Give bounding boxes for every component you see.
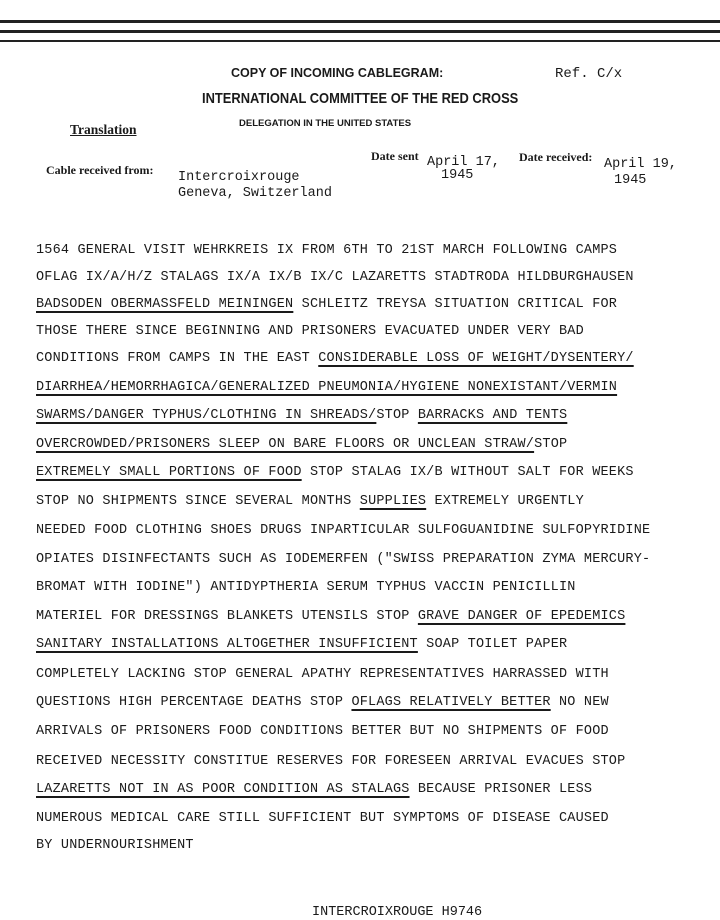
underlined-text-segment: LAZARETTS NOT IN AS POOR CONDITION AS STALAGS	[36, 782, 410, 797]
organization-name: INTERNATIONAL COMMITTEE OF THE RED CROSS	[202, 90, 519, 107]
underlined-text-segment: SUPPLIES	[359, 494, 427, 509]
body-line	[36, 695, 609, 710]
text-segment: BECAUSE PRISONER LESS	[409, 782, 593, 797]
top-rule-3	[0, 40, 720, 42]
text-segment: STOP STALAG IX/B WITHOUT SALT FOR WEEKS	[301, 465, 634, 480]
body-line	[36, 523, 650, 538]
body-line	[36, 408, 567, 423]
body-line	[36, 437, 567, 452]
date-received-label: Date received:	[519, 150, 593, 164]
body-line	[36, 609, 625, 624]
text-segment: COMPLETELY LACKING STOP GENERAL APATHY REPRESENTATIVES HARRASSED WITH	[36, 667, 609, 682]
underlined-text-segment: EXTREMELY SMALL PORTIONS OF FOOD	[36, 465, 302, 480]
body-line	[36, 324, 584, 339]
body-line	[36, 351, 634, 366]
date-sent-label: Date sent	[371, 149, 419, 163]
text-segment: STOP	[376, 408, 418, 423]
top-rule-1	[0, 20, 720, 23]
date-sent-value-1: April 17,	[427, 155, 500, 170]
date-sent-value-2: 1945	[441, 168, 474, 183]
underlined-text-segment: GRAVE DANGER OF EPEDEMICS	[417, 609, 626, 624]
text-segment: MATERIEL FOR DRESSINGS BLANKETS UTENSILS STOP	[36, 609, 418, 624]
sender-line-1: Intercroixrouge	[178, 170, 300, 185]
body-line	[36, 465, 634, 480]
body-line	[36, 724, 609, 739]
text-segment: NUMEROUS MEDICAL CARE STILL SUFFICIENT BUT SYMPTOMS OF DISEASE CAUSED	[36, 811, 609, 826]
text-segment: SOAP TOILET PAPER	[417, 637, 568, 652]
text-segment: OFLAG IX/A/H/Z STALAGS IX/A IX/B IX/C LAZARETTS STADTRODA HILDBURGHAUSEN	[36, 270, 634, 285]
text-segment: STOP	[534, 437, 568, 452]
date-received-value-1: April 19,	[604, 157, 677, 172]
text-segment: STOP NO SHIPMENTS SINCE SEVERAL MONTHS	[36, 494, 360, 509]
text-segment: QUESTIONS HIGH PERCENTAGE DEATHS STOP	[36, 695, 352, 710]
body-line	[36, 667, 609, 682]
body-line	[36, 811, 609, 826]
body-line	[36, 580, 576, 595]
text-segment: OPIATES DISINFECTANTS SUCH AS IODEMERFEN ("SWISS PREPARATION ZYMA MERCURY-	[36, 552, 651, 567]
cable-received-label: Cable received from:	[46, 163, 154, 177]
body-line	[36, 637, 567, 652]
top-rule-2	[0, 30, 720, 33]
underlined-text-segment: CONSIDERABLE LOSS OF WEIGHT/DYSENTERY/	[318, 351, 634, 366]
text-segment: NO NEW	[550, 695, 609, 710]
body-line	[36, 552, 650, 567]
sender-line-2: Geneva, Switzerland	[178, 186, 332, 201]
text-segment: BY UNDERNOURISHMENT	[36, 838, 194, 853]
text-segment: BROMAT WITH IODINE") ANTIDYPTHERIA SERUM TYPHUS VACCIN PENICILLIN	[36, 580, 576, 595]
body-line	[36, 243, 617, 258]
underlined-text-segment: BARRACKS AND TENTS	[417, 408, 568, 423]
body-line	[36, 838, 194, 853]
text-segment: CONDITIONS FROM CAMPS IN THE EAST	[36, 351, 319, 366]
text-segment: THOSE THERE SINCE BEGINNING AND PRISONERS EVACUATED UNDER VERY BAD	[36, 324, 584, 339]
text-segment: 1564 GENERAL VISIT WEHRKREIS IX FROM 6TH TO 21ST MARCH FOLLOWING CAMPS	[36, 243, 618, 258]
translation-label: Translation	[70, 122, 137, 137]
body-line	[36, 494, 584, 509]
text-segment: NEEDED FOOD CLOTHING SHOES DRUGS INPARTICULAR SULFOGUANIDINE SULFOPYRIDINE	[36, 523, 651, 538]
text-segment: EXTREMELY URGENTLY	[426, 494, 584, 509]
delegation-line: DELEGATION IN THE UNITED STATES	[239, 118, 412, 129]
underlined-text-segment: DIARRHEA/HEMORRHAGICA/GENERALIZED PNEUMONIA/HYGIENE NONEXISTANT/VERMIN	[36, 380, 618, 395]
signature-line: INTERCROIXROUGE H9746	[312, 905, 483, 920]
underlined-text-segment: OVERCROWDED/PRISONERS SLEEP ON BARE FLOORS OR UNCLEAN STRAW/	[36, 437, 535, 452]
body-line	[36, 754, 625, 769]
date-received-value-2: 1945	[614, 173, 647, 188]
text-segment: RECEIVED NECESSITY CONSTITUE RESERVES FOR FORESEEN ARRIVAL EVACUES STOP	[36, 754, 626, 769]
copy-title: COPY OF INCOMING CABLEGRAM:	[231, 66, 444, 80]
reference: Ref. C/x	[555, 66, 623, 82]
body-line	[36, 270, 634, 285]
text-segment: ARRIVALS OF PRISONERS FOOD CONDITIONS BETTER BUT NO SHIPMENTS OF FOOD	[36, 724, 609, 739]
text-segment: SCHLEITZ TREYSA SITUATION CRITICAL FOR	[293, 297, 618, 312]
underlined-text-segment: BADSODEN OBERMASSFELD MEININGEN	[36, 297, 294, 312]
underlined-text-segment: SANITARY INSTALLATIONS ALTOGETHER INSUFFICIENT	[36, 637, 418, 652]
body-line	[36, 782, 592, 797]
underlined-text-segment: OFLAGS RELATIVELY BETTER	[351, 695, 551, 710]
body-line	[36, 297, 617, 312]
underlined-text-segment: SWARMS/DANGER TYPHUS/CLOTHING IN SHREADS/	[36, 408, 377, 423]
body-line	[36, 380, 617, 395]
